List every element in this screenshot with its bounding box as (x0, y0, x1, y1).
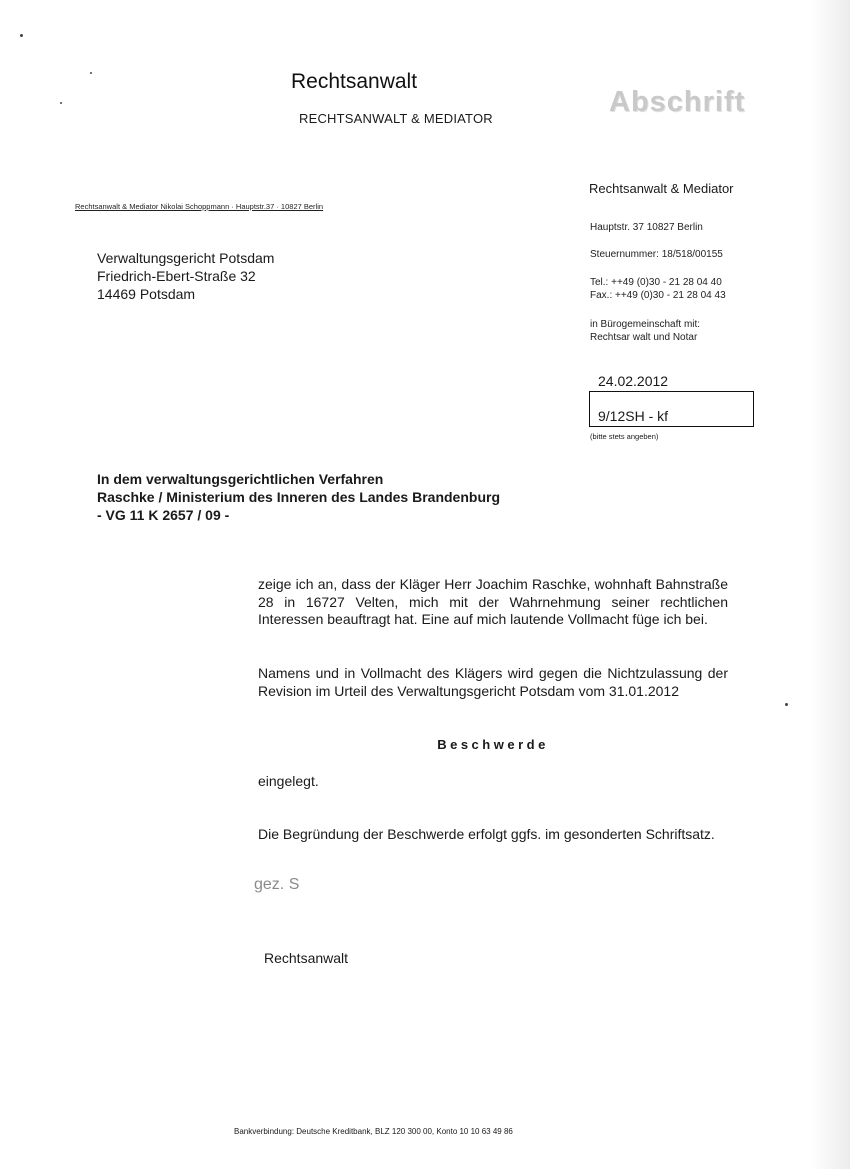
letter-date: 24.02.2012 (598, 373, 669, 389)
scan-edge-shadow (810, 0, 850, 1169)
sidebar-address: Hauptstr. 37 10827 Berlin (590, 222, 703, 233)
recipient-line: Verwaltungsgericht Potsdam (97, 250, 275, 266)
recipient-line: Friedrich-Ebert-Straße 32 (97, 268, 256, 284)
case-line: In dem verwaltungsgerichtlichen Verfahren (97, 471, 384, 487)
copy-stamp: Abschrift (609, 86, 746, 118)
recipient-line: 14469 Potsdam (97, 286, 196, 302)
sender-return-line: Rechtsanwalt & Mediator Nikolai Schoppmann · Hauptstr.37 · 10827 Berlin (75, 202, 324, 211)
letterhead-subtitle: RECHTSANWALT & MEDIATOR (299, 111, 493, 126)
body-paragraph: Namens und in Vollmacht des Klägers wird gegen die Nichtzulassung der Revision im Urteil des Verwaltungsgericht Potsdam vom 31.01.2012 (258, 665, 728, 699)
sidebar-office-partner: Rechtsar walt und Notar (590, 332, 698, 343)
reference-note: (bitte stets angeben) (590, 432, 659, 441)
case-number: - VG 11 K 2657 / 09 - (97, 507, 230, 523)
recipient-address (97, 249, 274, 303)
body-paragraph: zeige ich an, dass der Kläger Herr Joachim Raschke, wohnhaft Bahnstraße 28 in 16727 Velten, mich mit der Wahrnehmung seiner rechtlichen Interessen beauftragt hat. Eine auf mich lautende Vollmacht füge ich bei. (258, 576, 728, 627)
sidebar-fax: Fax.: ++49 (0)30 - 21 28 04 43 (590, 290, 726, 301)
reference-number: 9/12SH - kf (598, 408, 669, 424)
sidebar-office-note: in Bürogemeinschaft mit: (590, 319, 701, 330)
signature-gez: gez. S (254, 876, 300, 893)
sidebar-phone: Tel.: ++49 (0)30 - 21 28 04 40 (590, 277, 722, 288)
body-heading: Beschwerde (437, 737, 549, 752)
body-paragraph: eingelegt. (258, 773, 319, 789)
scan-speck (20, 34, 23, 37)
body-paragraph: Die Begründung der Beschwerde erfolgt ggfs. im gesonderten Schriftsatz. (258, 826, 715, 842)
bank-footer: Bankverbindung: Deutsche Kreditbank, BLZ 120 300 00, Konto 10 10 63 49 86 (234, 1127, 513, 1136)
signature-name: Rechtsanwalt (264, 950, 349, 966)
letterhead-title: Rechtsanwalt (291, 70, 418, 93)
sidebar-tax-number: Steuernummer: 18/518/00155 (590, 249, 723, 260)
scan-speck (785, 703, 788, 706)
case-line: Raschke / Ministerium des Inneren des Landes Brandenburg (97, 489, 500, 505)
sidebar-title: Rechtsanwalt & Mediator (589, 181, 734, 196)
scan-speck (60, 102, 62, 104)
case-header (97, 470, 500, 524)
scan-speck (90, 72, 92, 74)
